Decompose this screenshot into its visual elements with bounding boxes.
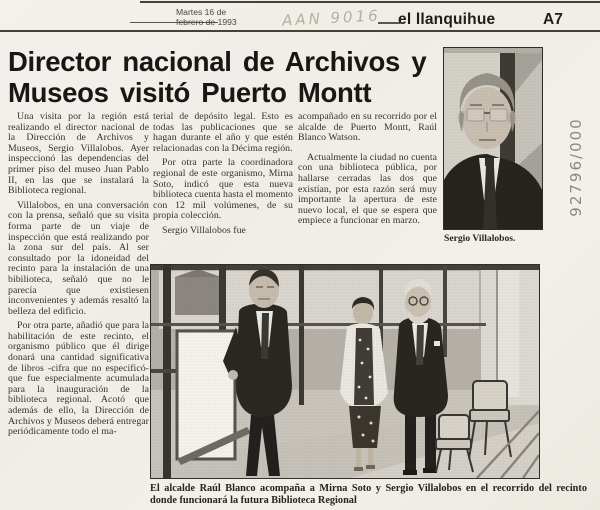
masthead-date-line2: febrero de 1993 [176,17,237,27]
page-number: A7 [543,11,563,28]
masthead-date-line1: Martes 16 de [176,7,227,17]
paragraph: acompañado en su recorrido por el alcalde de Puerto Montt, Raúl Blanco Watson. [298,112,437,144]
group-photo-graphic [151,265,539,478]
top-edge-rule [140,1,600,3]
article-column-3 [298,112,437,260]
portrait-photo-graphic [444,48,542,229]
masthead-rule [0,30,600,32]
paragraph: Sergio Villalobos fue [162,224,246,236]
article-headline: Director nacional de Archivos y Museos visitó Puerto Montt [8,46,427,108]
handwritten-archive-code: AAN 9016 [281,6,382,30]
paragraph: Por otra parte, añadió que para la habilitación de este recinto, el organismo público que él dirige donará una cantidad significativa de libros -cifra que no especificó- que fue especialmente acumulada para la inauguración de la biblioteca regional. Acotó que además de ello, la Dirección de Archivos y Museos deberá entregar periódicamente todo el ma- [8,320,149,438]
article-column-1 [8,112,149,506]
paragraph: Por otra parte la coordinadora regional de este organismo, Mirna Soto, indicó que esta nueva biblioteca cuenta hasta el momento con 12 mil volúmenes, de su propia colección. [153,157,293,222]
paragraph: Villalobos, en una conversación con la prensa, señaló que su visita forma parte de un viaje de inspección que está realizando por la zona sur del país. Al ser consultado por la idoneidad del recinto para la instalación de una bibilioteca, señaló que no le parecía que existiesen inconvenientes y además resaltó la belleza del edificio. [8,199,149,317]
handwritten-margin-annotation: 92796/000 [567,117,585,217]
newspaper-name: el llanquihue [398,11,496,28]
group-photo [150,264,540,479]
paragraph: Actualmente la ciudad no cuenta con una biblioteca pública, por hallarse cerradas las dos que existían, por esta razón será muy importante la apertura de este nuevo local, el que se espera que empiece a funcionar en marzo. [298,151,437,227]
portrait-photo-caption: Sergio Villalobos. [444,233,516,244]
article-column-2 [153,112,293,260]
portrait-photo [443,47,543,230]
group-photo-caption: El alcalde Raúl Blanco acompaña a Mirna Soto y Sergio Villalobos en el recorrido del recinto donde funcionará la futura Biblioteca Regional [150,483,587,506]
paragraph: Una visita por la región está realizando el director nacional de la Dirección de Archivos y Museos, Sergio Villalobos. Ayer inspeccionó las dependencias del primer piso del museo Juan Pablo II, en las que se instalará la Biblioteca regional. [8,112,149,197]
paragraph: terial de depósito legal. Esto es todas las publicaciones que se hagan durante el año y que estén relacionadas con la Décima región. [153,112,293,154]
